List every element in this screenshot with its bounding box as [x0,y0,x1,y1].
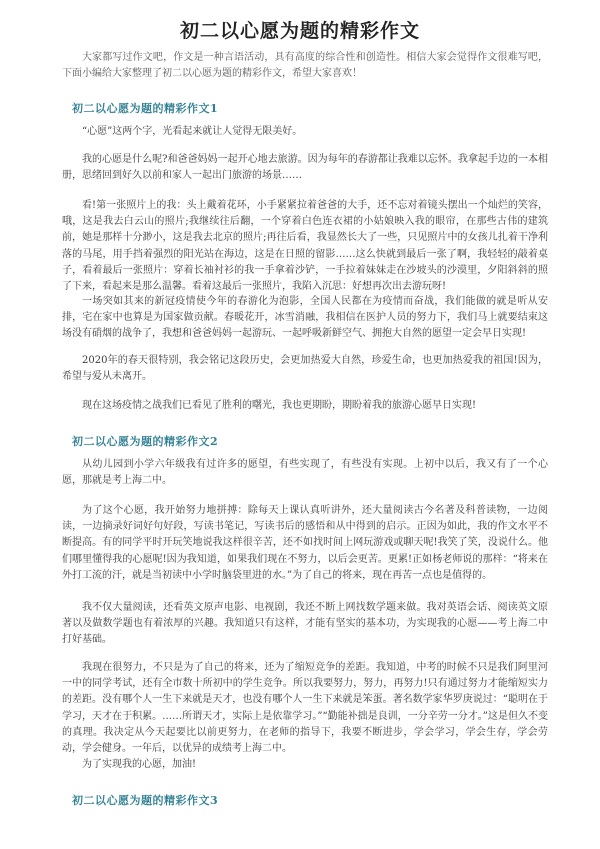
essay-1-paragraph-3: 看!第一张照片上的我：头上戴着花环，小手紧紧拉着爸爸的大手，还不忘对着镜头摆出一个灿烂的笑容，哦，这是我去白云山的照片;我继续往后翻，一个穿着白色连衣裙的小姑娘映入我的眼帘，在那些古伟的建筑前，她是那样十分渺小，这是我去北京的照片;再往后看，我显然长大了一些，只见照片中的女孩儿扎着干净利落的马尾，用手挡着强烈的阳光站在海边，这是在日照的留影……这么快就到最后一张了啊，我轻轻的敲着桌子，看着最后一张照片：穿着长袖衬衫的我一手拿着沙铲，一手拉着妹妹走在沙坡头的沙漠里，夕阳斜斜的照了下来，看起来是那么温馨。看着这最后一张照片，我陷入沉思：好想再次出去游玩呀! [62,200,548,293]
essay-2-paragraph-3: 我不仅大量阅读，还看英文原声电影、电视剧，我还不断上网找数学题来做。我对英语会话、阅读英文原著以及做数学题也有着浓厚的兴趣。我知道只有这样，才能有坚实的基本功，为实现我的心愿——考上海二中打好基础。 [62,602,548,646]
essay-2-heading: 初二以心愿为题的精彩作文2 [72,435,219,448]
essay-2-paragraph-4: 我现在很努力，不只是为了自己的将来，还为了缩短竞争的差距。我知道，中考的时候不只是我们阿里河一中的同学考试，还有全市数十所初中的学生竞争。所以我要努力，努力，再努力!只有通过努力才能缩短实力的差距。没有哪个人一生下来就是天才，也没有哪个人一生下来就是笨蛋。著名数学家华罗庚说过：“聪明在于学习，天才在于积累。……所谓天才，实际上是依靠学习。”“勤能补拙是良训，一分辛劳一分才。”这是但久不变的真理。我决定从今天起要比以前更努力，在老师的指导下，我要不断进步，学会学习，学会生存，学会劳动，学会健身。一年后，以优异的成绩考上海二中。 [62,662,548,755]
essay-1-heading: 初二以心愿为题的精彩作文1 [72,102,219,115]
essay-1-paragraph-4: 一场突如其来的新冠疫情使今年的春游化为泡影，全国人民都在为疫情而奋战，我们能做的就是听从安排，宅在家中也算是为国家做贡献。春暖花开，冰雪消融，我相信在医护人员的努力下，我们马上就要结束这场没有硝烟的战争了，我想和爸爸妈妈一起游玩、一起呼吸新鲜空气、拥抱大自然的愿望一定会早日实现! [62,296,548,340]
essay-1-paragraph-6: 现在这场疫情之战我们已看见了胜利的曙光，我也更期盼，期盼着我的旅游心愿早日实现! [82,400,477,411]
page-title: 初二以心愿为题的精彩作文 [179,20,420,42]
essay-2-paragraph-2: 为了这个心愿，我开始努力地拼搏：除每天上课认真听讲外，还大量阅读古今名著及科普读物，一边阅读，一边摘录好词好句好段，写读书笔记，写读书后的感悟和从中得到的启示。正因为如此，我的作文水平不断提高。有的同学平时开玩笑地说我这样很辛苦，还不如找时间上网玩游戏或聊天呢!我笑了笑，没说什么。他们哪里懂得我的心愿呢!因为我知道，如果我们现在不努力，以后会更苦。更累!正如杨老师说的那样：“将来在外打工流的汗，就是当初读中小学时脑袋里进的水。”为了自己的将来，现在再苦一点也是值得的。 [62,505,548,581]
intro-paragraph: 大家都写过作文吧，作文是一种言语活动，具有高度的综合性和创造性。相信大家会觉得作文很难写吧，下面小编给大家整理了初二以心愿为题的精彩作文，希望大家喜欢！ [62,52,548,80]
essay-1-paragraph-2: 我的心愿是什么呢?和爸爸妈妈一起开心地去旅游。因为每年的春游都让我难以忘怀。我拿起手边的一本相册，思绪回到好久以前和家人一起出门旅游的场景…… [62,154,548,182]
essay-1-paragraph-1: “心愿”这两个字，光看起来就让人觉得无限美好。 [82,126,303,137]
essay-2-paragraph-5: 为了实现我的心愿，加油! [82,759,197,770]
essay-3-heading: 初二以心愿为题的精彩作文3 [72,794,219,807]
essay-2-paragraph-1: 从幼儿园到小学六年级我有过许多的愿望，有些实现了，有些没有实现。上初中以后，我又有了一个心愿，那就是考上海二中。 [62,459,548,487]
essay-1-paragraph-5: 2020年的春天很特别，我会铭记这段历史，会更加热爱大自然，珍爱生命，也更加热爱我的祖国!因为，希望与爱从未离开。 [62,355,548,383]
